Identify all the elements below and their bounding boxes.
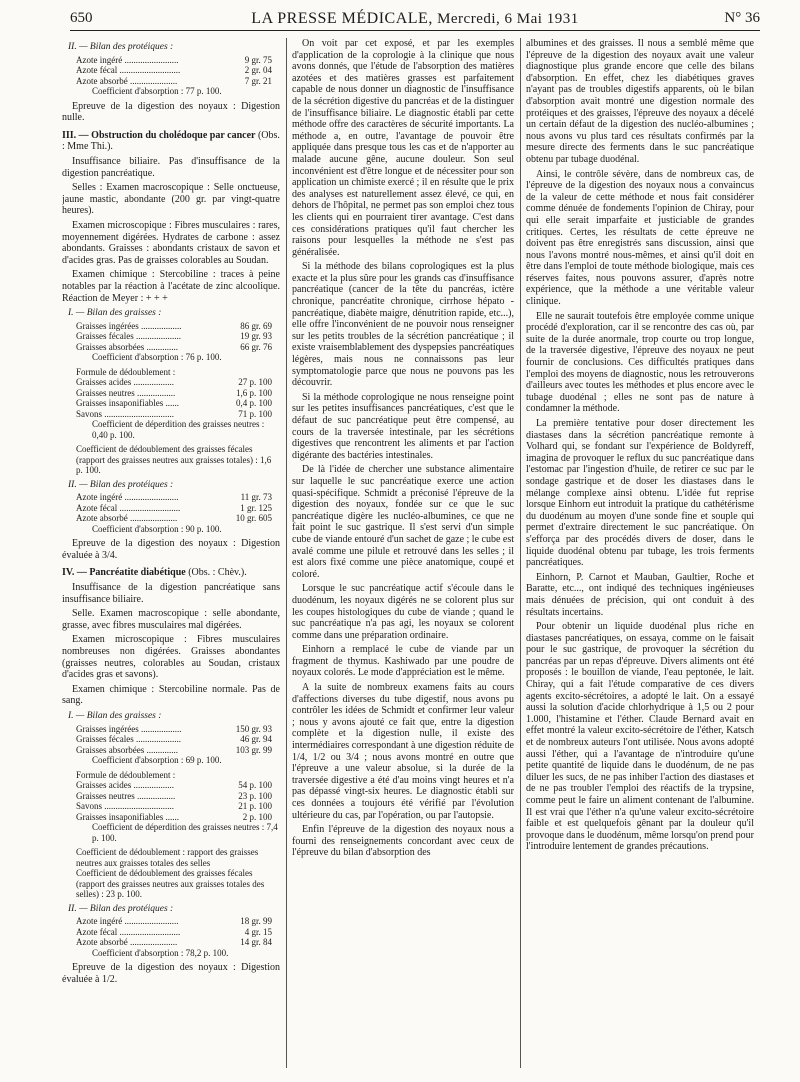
observation-ref: (Obs. : Mme Thi.).: [62, 129, 280, 153]
coefficient: Coefficient de dédoublement des graisses fécales (rapport des graisses neutres aux graisses totales des selles) : 23 p. 100.: [76, 868, 265, 900]
row-value: 9 gr. 75: [244, 54, 272, 65]
table-row: [62, 745, 280, 756]
row-value: 18 gr. 99: [240, 916, 272, 927]
row-value: 10 gr. 605: [235, 513, 272, 524]
row-value: 54 p. 100: [238, 780, 272, 791]
row-label: Graisses insaponifiables ......: [76, 398, 179, 409]
coefficient: Coefficient de déperdition des graisses neutres : 0,40 p. 100.: [92, 419, 265, 440]
table-row: [62, 937, 280, 948]
paragraph: Elle ne saurait toutefois être employée comme unique procédé d'exploration, car il se rencontre des cas où, par suite de la durée anormale, trop courte ou trop longue, de la traversée digestive, l'épreuve des noyaux ne peut fournir de conclusions. Ces difficultés pratiques dans l'emploi des moyens de diagnostic, nous les retrouverons d'ailleurs avec toutes les méthodes et plus encore avec le tubage duodénal ; elles ne sont pas de nature à condamner la méthode.: [526, 310, 754, 415]
coefficient: Coefficient de déperdition des graisses neutres : 7,4 p. 100.: [92, 822, 278, 843]
table-row: [62, 812, 280, 823]
table-row: [62, 321, 280, 332]
coefficient: Coefficient d'absorption : 77 p. 100.: [92, 86, 222, 97]
row-label: Azote fécal ...........................: [76, 926, 181, 937]
column-2: [292, 38, 514, 1078]
row-label: Graisses neutres .................: [76, 387, 176, 398]
paragraph: Insuffisance biliaire. Pas d'insuffisance de la digestion pancréatique.: [62, 155, 280, 179]
formula-table: [62, 780, 280, 822]
bilan-table: [62, 916, 280, 948]
section-heading: [62, 130, 280, 153]
paragraph: Lorsque le suc pancréatique actif s'écoule dans le duodénum, les noyaux digérés ne se colorent plus sur les coupes histologiques du cube de viande ; quand le suc pancréatique n'a pas agi, les noyaux se colorent comme dans une préparation ordinaire.: [292, 583, 514, 641]
table-row: [62, 916, 280, 927]
row-label: Azote ingéré ........................: [76, 54, 179, 65]
row-label: Azote ingéré ........................: [76, 492, 179, 503]
row-label: Graisses absorbées ..............: [76, 744, 178, 755]
row-label: Graisses insaponifiables ......: [76, 811, 179, 822]
row-value: 66 gr. 76: [240, 341, 272, 352]
row-value: 7 gr. 21: [244, 75, 272, 86]
row-label: Azote absorbé .....................: [76, 937, 178, 948]
table-row: [62, 377, 280, 388]
row-value: 23 p. 100: [238, 790, 272, 801]
table-row: [62, 791, 280, 802]
bilan-table: [62, 492, 280, 524]
row-label: Graisses acides ..................: [76, 377, 174, 388]
paragraph: Examen chimique : Stercobiline normale. Pas de sang.: [62, 683, 280, 707]
formula-heading: Formule de dédoublement :: [76, 366, 176, 377]
paragraph: Einhorn, P. Carnot et Mauban, Gaultier, Roche et Baratte, etc..., ont indiqué des techniques ingénieuses mais dénuées de précision, qui ont conduit à des résultats incertains.: [526, 571, 754, 618]
paragraph: Si la méthode coprologique ne nous renseigne point sur les petites insuffisances pancréatiques, c'est que le défaut de suc pancréatique peut être compensé, au cours de la traversée intestinale, par les sécrétions digestives que rencontrent les aliments et par l'action digérante des bactéries intestinales.: [292, 391, 514, 461]
row-label: Azote absorbé .....................: [76, 75, 178, 86]
table-row: [62, 503, 280, 514]
paragraph: Examen chimique : Stercobiline : traces à peine notables par la réaction à l'acétate de zinc alcoolique. Réaction de Meyer : + + +: [62, 269, 280, 304]
table-row: [62, 388, 280, 399]
table-row: [62, 55, 280, 66]
row-label: Graisses fécales ....................: [76, 734, 181, 745]
table-row: [62, 492, 280, 503]
table-row: [62, 724, 280, 735]
journal-name: LA PRESSE MÉDICALE,: [251, 10, 433, 27]
issue-number: N° 36: [724, 10, 760, 26]
column-rule-2: [520, 38, 521, 1068]
paragraph: On voit par cet exposé, et par les exemples d'application de la coprologie à la clinique que nous avons donnés, que l'étude de l'absorption des matières azotées et des matières grasses est parfaitement capable de nous donner un diagnostic de l'insuffisance de la sécrétion digestive du pancréas et de la distinguer de l'insuffisance biliaire. Le diagnostic établi par cette méthode offre des caractères de sécurité importants. La méthode a, en outre, l'avantage de pouvoir être appliquée dans presque tous les cas et de n'apporter au malade aucune gêne, aucune douleur. Son seul inconvénient est d'être longue et de nécessiter pour son application un chimiste exercé ; il en résulte que le prix des analyses est naturellement assez élevé, ce qui, en dehors de l'hôpital, ne permet pas son emploi chez tous les clients qui en pourraient tirer avantage. C'est dans ces considérations pratiques qu'il faut chercher les raisons pour lesquelles la méthode ne s'est pas généralisée.: [292, 38, 514, 258]
table-row: [62, 801, 280, 812]
row-value: 14 gr. 84: [240, 937, 272, 948]
row-value: 4 gr. 15: [244, 926, 272, 937]
paragraph: Epreuve de la digestion des noyaux : Digestion nulle.: [62, 100, 280, 124]
coefficient: Coefficient d'absorption : 90 p. 100.: [92, 523, 222, 534]
paragraph: Examen microscopique : Fibres musculaires nombreuses non digérées. Graisses abondantes (graisses neutres, colorables au Soudan, cristaux d'acides gras et savons).: [62, 634, 280, 681]
paragraph: De là l'idée de chercher une substance alimentaire sur laquelle le suc pancréatique exerce une action quasi-spécifique. Schmidt a préconisé l'épreuve de la digestion des noyaux, fondée sur ce que le suc pancréatique digère les nucléo-albumines, ce que ne fait point le suc gastrique. Il s'est servi d'un simple cube de viande entouré d'un sachet de gaze ; le cube est avalé comme une pilule et retrouvé dans les selles ; il est alors fixé comme une pièce anatomique, coupé et coloré.: [292, 464, 514, 580]
formula-heading: Formule de dédoublement :: [76, 769, 176, 780]
row-label: Graisses ingérées ..................: [76, 320, 182, 331]
table-row: [62, 780, 280, 791]
row-value: 103 gr. 99: [235, 744, 272, 755]
paragraph: Einhorn a remplacé le cube de viande par un fragment de thymus. Kashiwado par une poudre de noyaux colorés. Le mode d'appréciation est le même.: [292, 644, 514, 679]
row-value: 150 gr. 93: [235, 723, 272, 734]
bilan-table: [62, 321, 280, 353]
paragraph: Insuffisance de la digestion pancréatique sans insuffisance biliaire.: [62, 582, 280, 605]
paragraph: La première tentative pour doser directement les diastases dans la sécrétion pancréatique remonte à Volhard qui, se fondant sur l'expérience de Boldyreff, imagina de provoquer le reflux du suc pancréatique dans l'estomac par l'ingestion d'huile, de retirer ce suc par le sondage gastrique et de doser les diastases dans le mélange complexe ainsi obtenu. L'idée fut reprise lorsque Einhorn eut introduit la pratique du cathétérisme du duodénum au moyen d'une sonde fine et souple qui permet d'extraire directement le suc pancréatique. On s'efforça par des procédés divers de doser, dans le liquide duodénal obtenu par tubage, les trois ferments pancréatiques.: [526, 418, 754, 569]
row-value: 11 gr. 73: [240, 492, 272, 503]
row-value: 2 gr. 04: [244, 65, 272, 76]
paragraph: Selle. Examen macroscopique : selle abondante, grasse, avec fibres musculaires mal digérées.: [62, 608, 280, 631]
section-title: IV. — Pancréatite diabétique: [62, 567, 186, 579]
column-rule-1: [286, 38, 287, 1068]
table-row: [62, 65, 280, 76]
table-row: [62, 927, 280, 938]
issue-date: Mercredi, 6 Mai 1931: [437, 11, 579, 27]
bilan-table: [62, 55, 280, 87]
bilan-heading: II. — Bilan des protéiques :: [68, 903, 174, 914]
paragraph: Si la méthode des bilans coprologiques est la plus exacte et la plus sûre pour les grands cas d'insuffisance pancréatique (cancer de la tête du pancréas, ictère chronique, pancréatite chronique, cirrhose hépato - pancréatique, diabète maigre, dénutrition rapide, etc...), elle offre l'inconvénient de ne pouvoir nous renseigner sur les petits troubles de la sécrétion pancréatique ; il existe vraisemblablement des dyspepsies pancréatiques légères, mais nous ne connaissons pas leur symptomatologie parce que nous ne pouvons pas les découvrir.: [292, 261, 514, 389]
paragraph: A la suite de nombreux examens faits au cours d'affections diverses du tube digestif, nous avons pu contrôler les idées de Schmidt et confirmer leur valeur ; nous y avons ajouté ce fait que, entre la digestion complète et la digestion nulle, il existe des intermédiaires correspondant à une digestion réduite de 1/4, 1/2 ou 3/4 ; nous avons montré en outre que l'épreuve a une valeur absolue, si la durée de la traversée digestive a été d'au moins vingt heures et n'a pas dépassé vingt-six heures. Le diagnostic établi sur ces données a toujours été vérifié par l'évolution ultérieure du cas, par l'opération, ou par l'autopsie.: [292, 682, 514, 821]
row-value: 0,4 p. 100: [236, 398, 272, 409]
row-label: Azote fécal ...........................: [76, 502, 181, 513]
bilan-heading: II. — Bilan des protéiques :: [68, 479, 174, 490]
table-row: [62, 342, 280, 353]
row-label: Graisses absorbées ..............: [76, 341, 178, 352]
table-row: [62, 513, 280, 524]
row-label: Savons ...............................: [76, 801, 175, 812]
coefficient: Coefficient d'absorption : 78,2 p. 100.: [92, 947, 229, 958]
row-label: Savons ...............................: [76, 408, 175, 419]
paragraph: Pour obtenir un liquide duodénal plus riche en diastases pancréatiques, on essaya, comme on le faisait pour le suc gastrique, de provoquer la sécrétion du pancréas par un repas d'épreuve. Divers aliments ont été proposés : le bouillon de viande, l'eau peptonée, le lait. Chiray, qui a fait l'étude comparative de ces divers agents excito-sécrétoires, a adopté le lait. On a essayé aussi la solution d'acide chlorhydrique à 1,5 ou 2 pour 1.000, l'histamine et l'éther. Claude Bernard avait en effet montré la valeur excito-sécrétoire de l'éther, Katsch et de nombreux auteurs l'ont utilisée. Nous avons adopté aussi l'éther, qui a l'avantage de n'introduire qu'une petite quantité de liquide dans le duodénum, de ne pas diluer les sucs, de ne pas inhiber l'action des diastases et de ne pas troubler l'emploi des réactifs de la trypsine, comme peut le faire un aliment contenant de l'albumine. Il est vrai que l'éther n'a qu'une valeur excito-sécrétoire faible et est quelquefois gênant par la douleur qu'il provoque dans le duodénum, même lorsqu'on prend pour l'introduire lentement de grandes précautions.: [526, 621, 754, 853]
coefficient: Coefficient de dédoublement : rapport des graisses neutres aux graisses totales des selles: [76, 847, 259, 868]
section-title: III. — Obstruction du cholédoque par cancer: [62, 129, 256, 141]
row-value: 86 gr. 69: [240, 320, 272, 331]
table-row: [62, 734, 280, 745]
paragraph: Epreuve de la digestion des noyaux : Digestion évaluée à 1/2.: [62, 962, 280, 985]
paragraph: Ainsi, le contrôle sévère, dans de nombreux cas, de l'épreuve de la digestion des noyaux nous a convaincus de la valeur de cette méthode et nous fait considérer comme dénuée de fondements l'opinion de Chiray, pour qui elle serait imparfaite et justiciable de grandes critiques. Certes, les résultats de cette épreuve ne doivent pas être enregistrés sans discussion, ainsi que nous l'avons montré nous-mêmes, et ainsi qu'il doit en être dans l'emploi de toute méthode biologique, mais ces réserves faites, nous pouvons assurer, d'après notre expérience, que la méthode a une véritable valeur clinique.: [526, 168, 754, 308]
column-1: [62, 38, 280, 1078]
journal-title: [70, 10, 760, 28]
row-value: 46 gr. 94: [240, 734, 272, 745]
row-value: 71 p. 100: [238, 408, 272, 419]
bilan-table: [62, 724, 280, 756]
coefficient: Coefficient d'absorption : 69 p. 100.: [92, 755, 222, 766]
table-row: [62, 331, 280, 342]
row-label: Graisses acides ..................: [76, 780, 174, 791]
page-header: [70, 8, 760, 31]
paragraph: Epreuve de la digestion des noyaux : Digestion évaluée à 3/4.: [62, 538, 280, 561]
page-number: 650: [70, 10, 93, 26]
paragraph: Examen microscopique : Fibres musculaires : rares, moyennement digérées. Hydrates de carbone : assez abondants. Graisses : abondants cristaux de savon et d'acides gras. Pas de graisses colorables au Soudan.: [62, 219, 280, 266]
paragraph: albumines et des graisses. Il nous a semblé même que l'épreuve de la digestion des noyaux avait une valeur diagnostique plus grande encore que celle des bilans d'absorption. En effet, chez les diabétiques graves n'ayant pas de troubles digestifs apparents, où le bilan d'absorption avait montré une digestion normale des protéiques et des graisses, l'épreuve des noyaux a décelé un certain défaut de la digestion des nucléo-albumines ; nous avons vu plus tard ces résultats confirmés par la mesure directe des ferments dans le suc pancréatique obtenu par tubage duodénal.: [526, 38, 754, 165]
row-label: Azote absorbé .....................: [76, 513, 178, 524]
row-label: Azote ingéré ........................: [76, 916, 179, 927]
bilan-heading: I. — Bilan des graisses :: [68, 308, 162, 319]
row-label: Graisses neutres .................: [76, 790, 176, 801]
formula-table: [62, 377, 280, 419]
coefficient: Coefficient de dédoublement des graisses fécales (rapport des graisses neutres aux graisses totales) : 1,6 p. 100.: [76, 444, 272, 476]
observation-ref: (Obs. : Chèv.).: [188, 567, 247, 579]
coefficient: Coefficient d'absorption : 76 p. 100.: [92, 352, 222, 363]
table-row: [62, 76, 280, 87]
bilan-heading: II. — Bilan des protéiques :: [68, 42, 174, 52]
row-label: Azote fécal ...........................: [76, 65, 181, 76]
section-heading: [62, 567, 280, 579]
row-value: 21 p. 100: [238, 801, 272, 812]
row-label: Graisses ingérées ..................: [76, 723, 182, 734]
column-3: [526, 38, 754, 1078]
table-row: [62, 409, 280, 420]
row-value: 1,6 p. 100: [236, 387, 272, 398]
row-value: 27 p. 100: [238, 377, 272, 388]
paragraph: Enfin l'épreuve de la digestion des noyaux nous a fourni des renseignements concordant avec ceux de l'épreuve du bilan d'absorption des: [292, 824, 514, 859]
row-value: 2 p. 100: [242, 811, 272, 822]
row-value: 19 gr. 93: [240, 331, 272, 342]
table-row: [62, 398, 280, 409]
bilan-heading: I. — Bilan des graisses :: [68, 711, 162, 721]
row-value: 1 gr. 125: [240, 502, 272, 513]
row-label: Graisses fécales ....................: [76, 331, 181, 342]
paragraph: Selles : Examen macroscopique : Selle onctueuse, jaune mastic, abondante (200 gr. par vingt-quatre heures).: [62, 182, 280, 217]
